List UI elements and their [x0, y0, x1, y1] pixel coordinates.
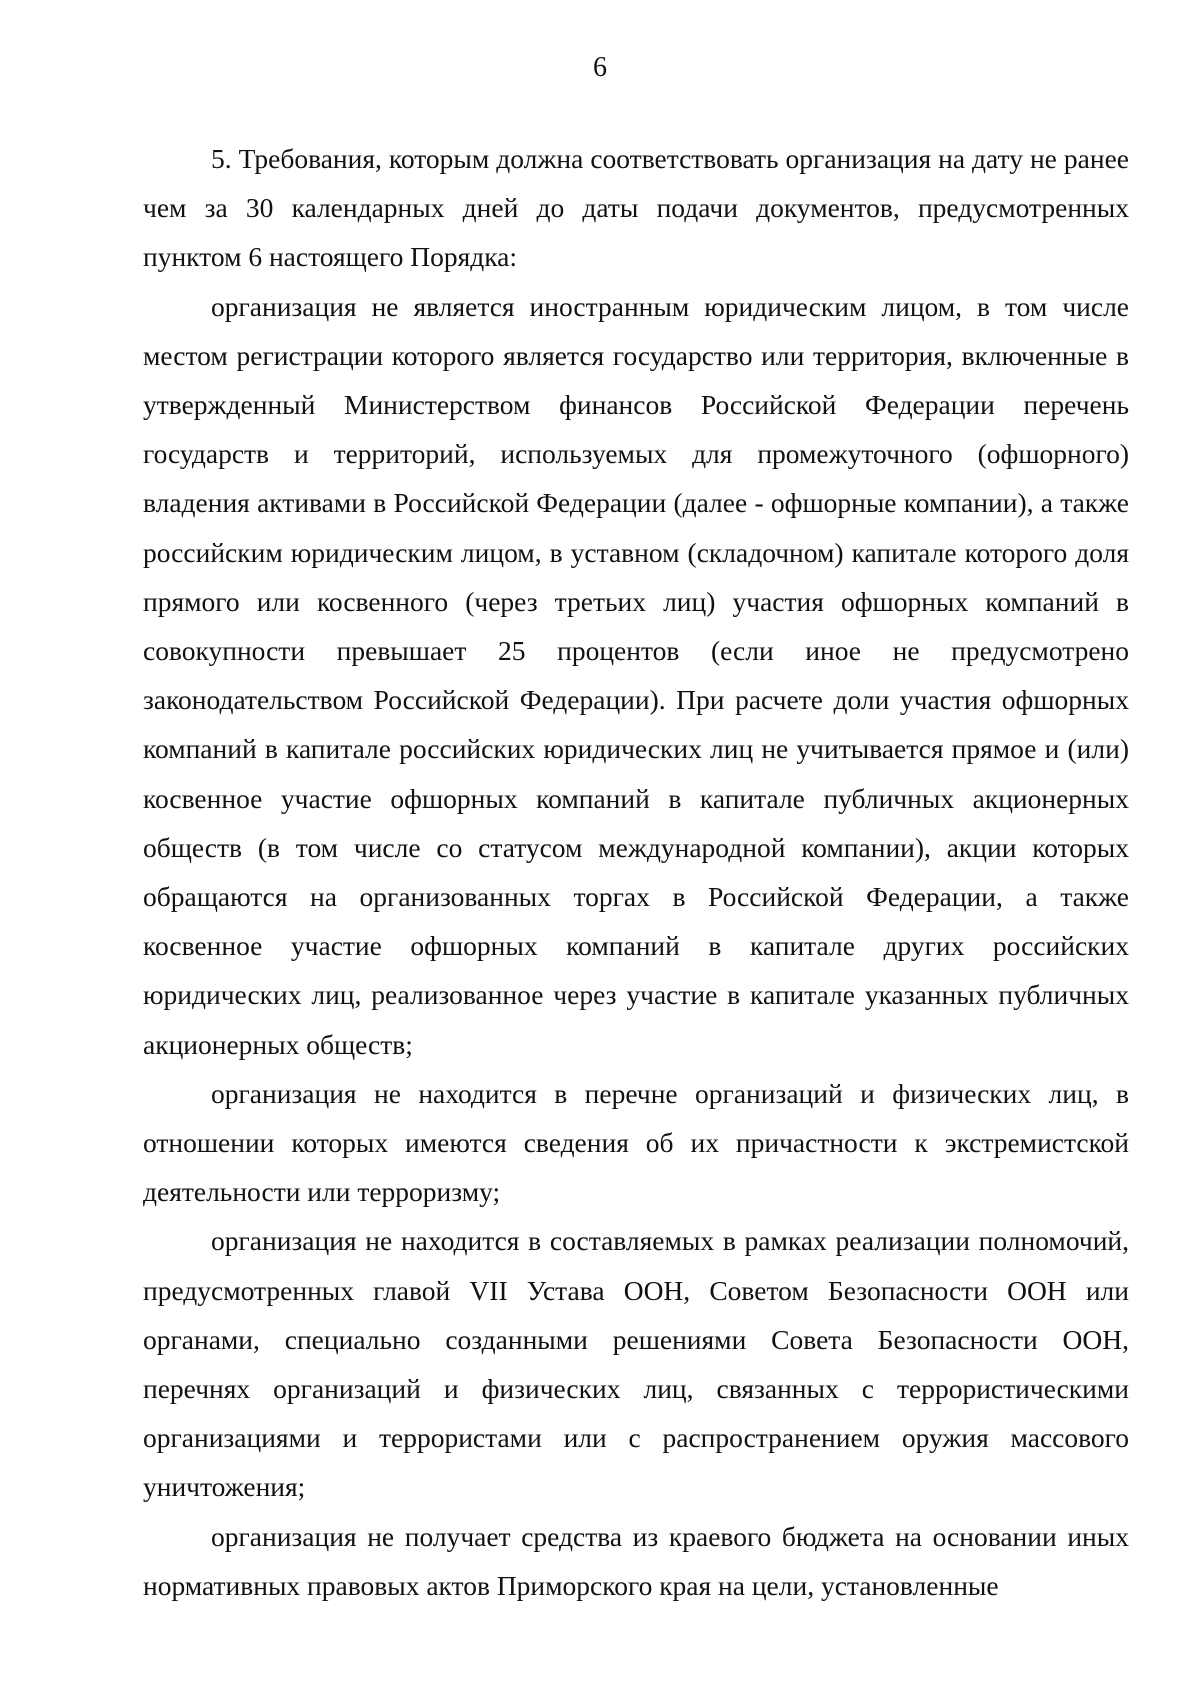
paragraph-requirements-intro: 5. Требования, которым должна соответствовать организация на дату не ранее чем за 30 календарных дней до даты подачи документов, предусмотренных пунктом 6 настоящего Порядка:	[143, 143, 1129, 273]
paragraph-offshore-requirement: организация не является иностранным юридическим лицом, в том числе местом регистрации которого является государство или территория, включенные в утвержденный Министерством финансов Российской Федерации перечень государств и территорий, используемых для промежуточного (офшорного) владения активами в Российской Федерации (далее - офшорные компании), а также российским юридическим лицом, в уставном (складочном) капитале которого доля прямого или косвенного (через третьих лиц) участия офшорных компаний в совокупности превышает 25 процентов (если иное не предусмотрено законодательством Российской Федерации). При расчете доли участия офшорных компаний в капитале российских юридических лиц не учитывается прямое и (или) косвенное участие офшорных компаний в капитале публичных акционерных обществ (в том числе со статусом международной компании), акции которых обращаются на организованных торгах в Российской Федерации, а также косвенное участие офшорных компаний в капитале других российских юридических лиц, реализованное через участие в капитале указанных публичных акционерных обществ;	[143, 290, 1129, 1060]
document-body	[143, 134, 1129, 1610]
paragraph-un-lists-requirement: организация не находится в составляемых в рамках реализации полномочий, предусмотренных главой VII Устава ООН, Советом Безопасности ООН или органами, специально созданными решениями Совета Безопасности ООН, перечнях организаций и физических лиц, связанных с террористическими организациями и террористами или с распространением оружия массового уничтожения;	[143, 1225, 1129, 1503]
paragraph-regional-budget-requirement: организация не получает средства из краевого бюджета на основании иных нормативных правовых актов Приморского края на цели, установленные	[143, 1520, 1129, 1601]
page-number: 6	[593, 52, 607, 83]
paragraph-extremism-requirement: организация не находится в перечне организаций и физических лиц, в отношении которых имеются сведения об их причастности к экстремистской деятельности или терроризму;	[143, 1077, 1129, 1208]
